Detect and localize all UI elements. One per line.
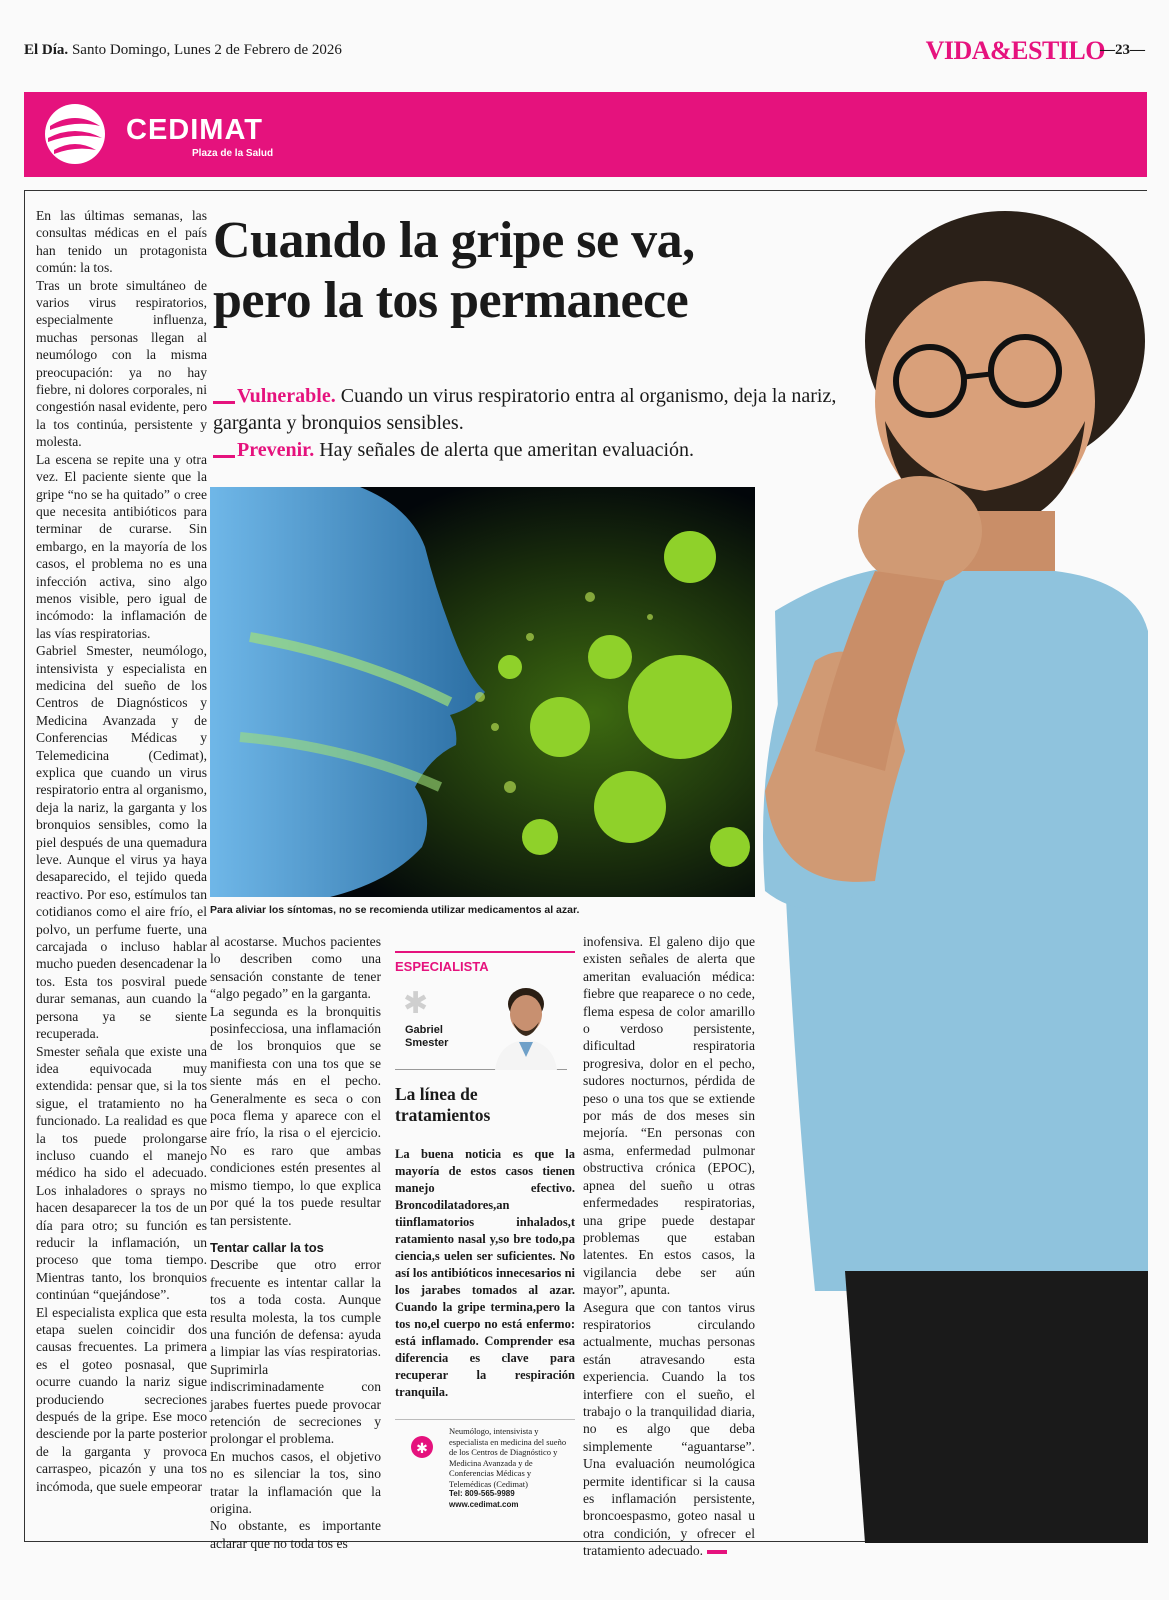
paragraph-text: Asegura que con tantos virus respiratorios circulando actualmente, muchas personas están atravesando esta experiencia. Cuando la tos interfiere con el sueño, el trabajo o la tranquilidad diaria, no es algo que deba simplemente “aguantarse”. Una evaluación neumológica permite identificar si la causa es inflamación persistente, broncoespasmo, goteo nasal u otra condición, y ofrecer el tratamiento adecuado. (583, 1299, 755, 1559)
paragraph: En las últimas semanas, las consultas médicas en el país han tenido un protagonista común: la tos. (36, 208, 207, 276)
section-title: VIDA&ESTILO (925, 36, 1105, 65)
paragraph: al acostarse. Muchos pacientes lo describen como una sensación constante de tener “algo pegado” en la garganta. (210, 934, 381, 1002)
bio-website: www.cedimat.com (449, 1499, 519, 1509)
end-mark-icon (707, 1550, 727, 1554)
cedimat-logo-icon (36, 100, 114, 168)
column-4 (583, 933, 755, 1560)
dash-icon (213, 455, 235, 458)
specialist-portrait (395, 982, 567, 1070)
cedimat-banner (24, 92, 1147, 177)
paragraph: Tras un brote simultáneo de varios virus respiratorios, especialmente influenza, muchas personas llegan al neumólogo con la misma preocupación: ya no hay fiebre, ni dolores corporales, ni congestión nasal evidente, pero la tos continúa, persistente y molesta. (36, 277, 207, 450)
bullet-text: Hay señales de alerta que ameritan evaluación. (314, 439, 695, 461)
column-2 (210, 933, 381, 1552)
doctor-avatar-icon (491, 982, 561, 1070)
paper-name: El Día. (24, 42, 69, 58)
headline-line-2: pero la tos permanece (213, 272, 689, 329)
specialist-sidebar (395, 951, 575, 1510)
column-1 (36, 207, 207, 1495)
dateline (24, 42, 342, 59)
paragraph: La segunda es la bronquitis posinfecciosa, una inflamación de los bronquios que se manifiesta con una tos que se siente más en el pecho. Generalmente es seca o con poca flema y aparece con el aire frío, la risa o el ejercicio. No es raro que ambas condiciones estén presentes al mismo tiempo, lo que explica por qué la tos puede resultar tan persistente. (210, 1003, 381, 1228)
paragraph: La escena se repite una y otra vez. El paciente siente que la gripe “no se ha quitado” o cree que necesita antibióticos para terminar de curarse. Sin embargo, en la mayoría de los casos, el problema no es una infección activa, sino algo menos visible, pero igual de incómodo: la inflamación de las vías respiratorias. (36, 451, 207, 641)
date-text: Santo Domingo, Lunes 2 de Febrero de 2026 (71, 42, 342, 58)
paragraph: inofensiva. El galeno dijo que existen señales de alerta que ameritan evaluación médica: fiebre que reaparece o no cede, flema espesa de color amarillo o verdoso persistente, dificultad respiratoria progresiva, dolor en el pecho, sudores nocturnos, pérdida de peso o una tos que se extiende por más de dos meses sin mejoría. “En personas con asma, enfermedad pulmonar obstructiva crónica (EPOC), apnea del sueño u otras enfermedades respiratorias, una gripe puede destapar problemas que estaban latentes. En estos casos, la vigilancia debe ser aún mayor”, apunta. (583, 934, 755, 1298)
bullet-key: Vulnerable. (237, 385, 336, 407)
paragraph: El especialista explica que esta etapa suelen coincidir dos causas frecuentes. La primera es el goteo posnasal, que ocurre cuando la nariz sigue produciendo secreciones después de la gripe. Ese moco desciende por la parte posterior de la garganta y provoca carraspeo, picazón y una tos incómoda, que suele empeorar (36, 1304, 207, 1494)
sidebar-body: La buena noticia es que la mayoría de estos casos tienen manejo efectivo. Broncodilatadores,an tiinflamatorios inhalados,t ratamiento nasal y,so bre todo,pa ciencia,s uelen ser suficientes. No así los antibióticos innecesarios ni los jarabes tomados al azar. Cuando la gripe termina,pero la tos no,el cuerpo no está enfermo: está inflamado. Comprender esa diferencia es clave para recuperar la respiración tranquila. (395, 1147, 575, 1399)
article-frame (24, 190, 1147, 1559)
face-profile-virus-icon (210, 487, 755, 897)
bio-phone: Tel: 809-565-9989 (449, 1489, 515, 1498)
paragraph: En muchos casos, el objetivo no es silenciar la tos, sino tratar la inflamación que la origina. (210, 1448, 381, 1516)
paragraph: Describe que otro error frecuente es intentar callar la tos a toda costa. Aunque resulta molesta, la tos cumple una función de defensa: ayuda a limpiar las vías respiratorias. Suprimirla indiscriminadamente con jarabes fuertes puede provocar retención de secreciones y prolongar el problema. (210, 1257, 381, 1447)
sidebar-title: La línea de tratamientos (395, 1084, 491, 1125)
page-number: —23— (1100, 42, 1145, 58)
dash-icon (213, 401, 235, 404)
bullet-key: Prevenir. (237, 439, 315, 461)
photo-caption: Para aliviar los síntomas, no se recomienda utilizar medicamentos al azar. (210, 904, 580, 916)
sidebar-label: ESPECIALISTA (395, 951, 575, 974)
paragraph: Gabriel Smester, neumólogo, intensivista y especialista en medicina del sueño de los Centros de Diagnósticos y Medicina Avanzada y de Conferencias Médicas y Telemedicina (Cedimat), explica que cuando un virus respiratorio entra al organismo, deja la nariz, la garganta y los bronquios sensibles, como la piel después de una quemadura leve. Aunque el virus ya haya desaparecido, el tejido queda reactivo. Por eso, estímulos tan cotidianos como el aire frío, el polvo, un perfume fuerte, una carcajada o incluso hablar mucho pueden desencadenar la tos. Esta tos posviral puede durar semanas, aun cuando la persona ya se siente recuperada. (36, 643, 207, 1042)
paragraph: No obstante, es importante aclarar que no toda tos es (210, 1518, 381, 1551)
paragraph: Smester señala que existe una idea equivocada muy extendida: pensar que, si la tos sigue, el tratamiento no ha funcionado. La realidad es que la tos puede prolongarse incluso cuando el manejo médico ha sido el adecuado. Los inhaladores o sprays no hacen desaparecer la tos de un día para otro; su función es reducir la inflamación, un proceso que toma tiempo. Mientras tanto, los bronquios continúan “quejándose”. (36, 1043, 207, 1303)
asterisk-icon: ✱ (403, 987, 429, 1020)
bio-text: Neumólogo, intensivista y especialista en medicina del sueño de los Centros de Diagnóstico y Medicina Avanzada y de Conferencias Médicas y Telemédicas (Cedimat) (449, 1426, 567, 1489)
brand-name: CEDIMAT (126, 114, 263, 146)
coughing-man-icon (755, 191, 1148, 1543)
headline-line-1: Cuando la gripe se va, (213, 212, 695, 269)
brand-sub: Plaza de la Salud (192, 148, 274, 159)
coughing-man-photo (755, 191, 1148, 1543)
cedimat-badge-icon: ✱ (411, 1436, 433, 1458)
page-header (24, 36, 1145, 66)
specialist-name: Gabriel Smester (405, 1024, 449, 1049)
bullet-text: Cuando un virus respiratorio entra al organismo, deja la nariz, garganta y bronquios sensibles. (213, 385, 837, 434)
paragraph (583, 1299, 755, 1560)
subhead-tentar: Tentar callar la tos (210, 1239, 324, 1255)
specialist-bio (395, 1419, 575, 1510)
virus-illustration (210, 487, 755, 897)
